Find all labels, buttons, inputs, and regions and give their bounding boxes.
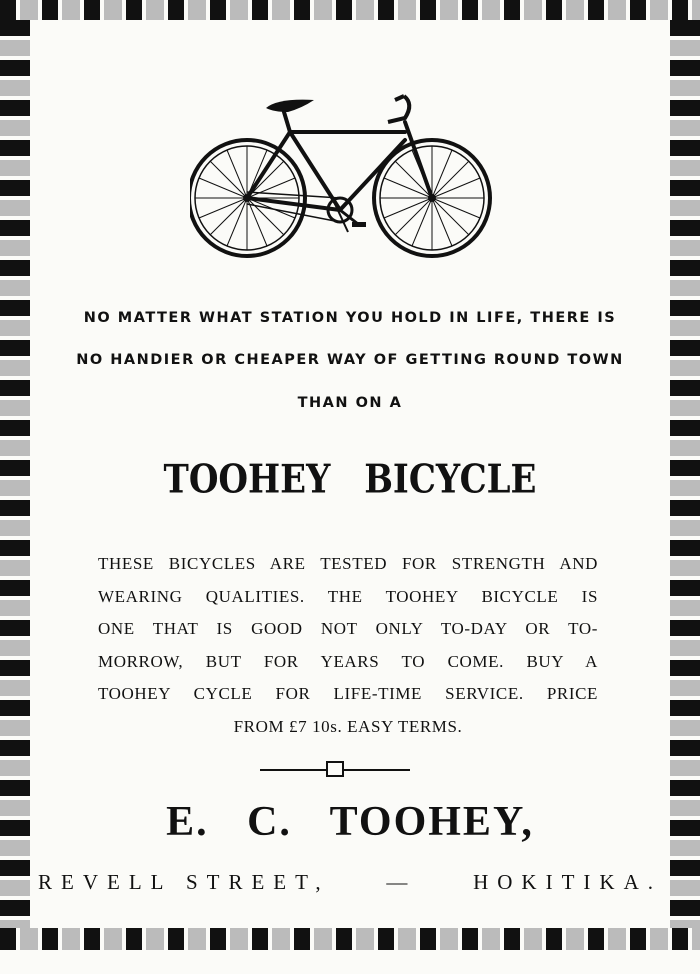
advertisement [30, 20, 670, 928]
handlebar [388, 96, 409, 122]
tagline-line-3: THAN ON A [297, 395, 403, 411]
border-top [0, 0, 700, 20]
body-line-6: FROM £7 10s. EASY TERMS. [233, 716, 463, 736]
border-bottom [0, 928, 700, 950]
body-line-5: TOOHEY CYCLE FOR LIFE-TIME SERVICE. PRICE [98, 684, 598, 703]
border-right [670, 20, 700, 928]
headline: TOOHEY BICYCLE [163, 457, 537, 503]
bicycle-icon [190, 82, 496, 282]
address-dash: — [386, 870, 417, 894]
body-line-2: WEARING QUALITIES. THE TOOHEY BICYCLE IS [98, 586, 598, 606]
border-left [0, 20, 30, 928]
body-line-4: MORROW, BUT FOR YEARS TO COME. BUY A [98, 651, 598, 671]
body-line-1: THESE BICYCLES ARE TESTED FOR STRENGTH AND [98, 554, 598, 573]
tagline-line-1: NO MATTER WHAT STATION YOU HOLD IN LIFE, THERE IS [83, 310, 617, 326]
address-town: HOKITIKA. [473, 870, 662, 894]
body-line-3: ONE THAT IS GOOD NOT ONLY TO-DAY OR TO- [98, 619, 598, 638]
saddle [266, 100, 314, 112]
frame [247, 112, 432, 210]
tagline-line-2: NO HANDIER OR CHEAPER WAY OF GETTING ROUND TOWN [76, 352, 624, 368]
address-street: REVELL STREET, [38, 870, 330, 894]
address [38, 870, 662, 895]
body-text [98, 548, 598, 743]
firm-name: E. C. TOOHEY, [166, 799, 534, 845]
rule-ornament-icon [260, 758, 410, 782]
